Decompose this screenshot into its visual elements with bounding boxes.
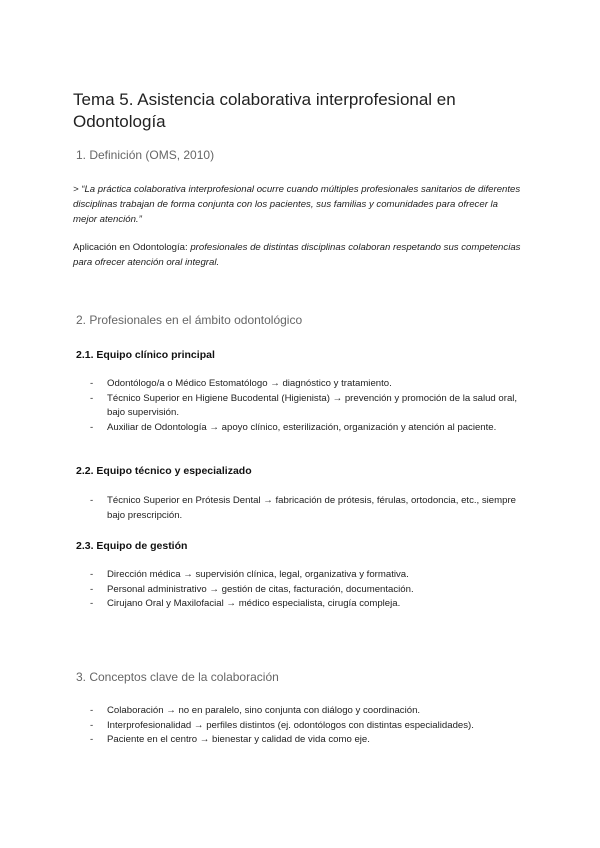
section-heading-conceptos: 3. Conceptos clave de la colaboración: [76, 670, 279, 684]
subheading-equipo-clinico: 2.1. Equipo clínico principal: [76, 349, 215, 361]
application-label: Aplicación en Odontología:: [73, 242, 191, 253]
oms-quote: > “La práctica colaborativa interprofesional ocurre cuando múltiples profesionales sanitarios de diferentes disciplinas trabajan de forma conjunta con los pacientes, sus familias y comunidades para ofrecer la mejor atención.”: [73, 184, 521, 225]
list-item: - Odontólogo/a o Médico Estomatólogo → diagnóstico y tratamiento.: [90, 377, 520, 392]
list-item: - Paciente en el centro → bienestar y calidad de vida como eje.: [90, 733, 520, 748]
bullet-dash: -: [90, 583, 94, 595]
application-paragraph: [73, 240, 523, 270]
bullet-dash: -: [90, 734, 94, 746]
bullet-dash: -: [90, 495, 94, 506]
bullet-dash: -: [90, 719, 94, 731]
bullet-dash: -: [90, 598, 94, 610]
bullet-dash: -: [90, 569, 94, 580]
list-item: - Personal administrativo → gestión de citas, facturación, documentación.: [90, 583, 520, 598]
bullet-dash: -: [90, 705, 94, 716]
bullet-dash: -: [90, 378, 94, 389]
list-item: - Técnico Superior en Higiene Bucodental (Higienista) → prevención y promoción de la salud oral, bajo supervisión.: [90, 392, 518, 419]
subheading-equipo-gestion: 2.3. Equipo de gestión: [76, 540, 188, 552]
list-conceptos-clave: [90, 704, 520, 748]
section-heading-profesionales: 2. Profesionales en el ámbito odontológico: [76, 313, 303, 327]
list-equipo-gestion: [90, 568, 520, 612]
list-item: - Cirujano Oral y Maxilofacial → médico especialista, cirugía compleja.: [90, 597, 520, 612]
list-equipo-clinico: [90, 377, 520, 435]
page-title: Tema 5. Asistencia colaborativa interprofesional en Odontología: [73, 90, 456, 131]
list-item: - Dirección médica → supervisión clínica, legal, organizativa y formativa.: [90, 568, 520, 583]
application-text: profesionales de distintas disciplinas colaboran respetando sus competencias para ofrecer atención oral integral.: [73, 242, 521, 268]
bullet-dash: -: [90, 421, 94, 433]
bullet-dash: -: [90, 392, 94, 404]
list-item: - Colaboración → no en paralelo, sino conjunta con diálogo y coordinación.: [90, 704, 520, 719]
section-heading-definicion: 1. Definición (OMS, 2010): [76, 148, 215, 162]
list-item: - Auxiliar de Odontología → apoyo clínico, esterilización, organización y atención al paciente.: [90, 421, 520, 436]
list-item: - Técnico Superior en Prótesis Dental → fabricación de prótesis, férulas, ortodoncia, etc., siempre bajo prescripción.: [90, 495, 516, 521]
list-item: - Interprofesionalidad → perfiles distintos (ej. odontólogos con distintas especialidades).: [90, 719, 520, 734]
list-equipo-tecnico: [90, 494, 520, 523]
subheading-equipo-tecnico: 2.2. Equipo técnico y especializado: [76, 465, 252, 477]
